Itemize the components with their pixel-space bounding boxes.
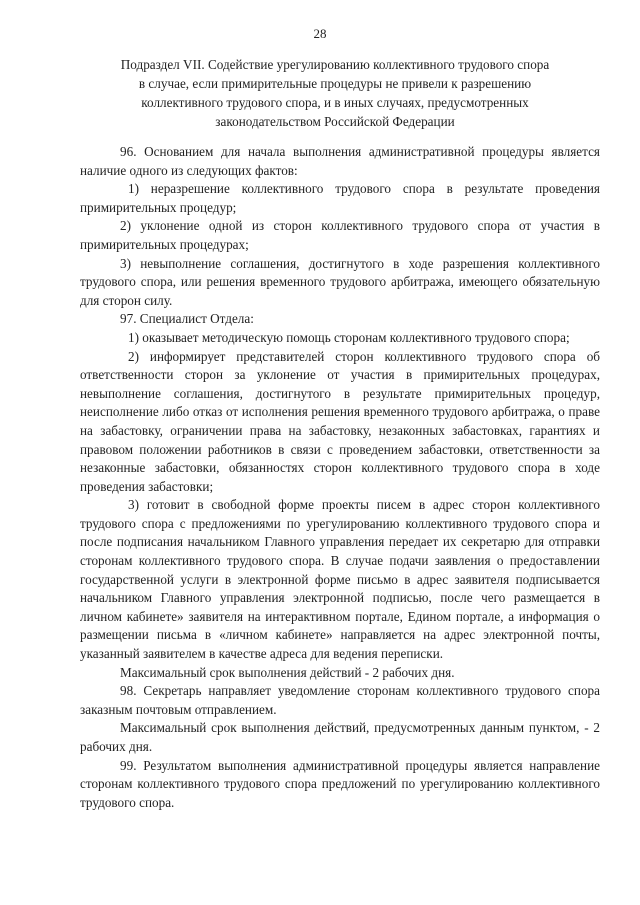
page-number: 28 [313, 26, 327, 41]
heading-line: Подраздел VII. Содействие урегулированию коллективного трудового спора [120, 57, 550, 72]
paragraph-96-item-1: 1) неразрешение коллективного трудового спора в результате проведения примирительных процедур; [80, 181, 600, 215]
section-heading [70, 55, 600, 131]
paragraph-96: 96. Основанием для начала выполнения административной процедуры является наличие одного из следующих фактов: [80, 144, 600, 178]
paragraph-97-item-2: 2) информирует представителей сторон коллективного трудового спора об ответственности сторон за уклонение от участия в примирительных процедурах, невыполнение соглашения, достигнутого в результате примирительных процедур, неисполнение либо отказ от исполнения решения временного трудового арбитража, о праве на забастовку, ограничении права на забастовку, незаконных забастовках, гарантиях и правовом положении работников в связи с проведением забастовки, ответственности за незаконные забастовки, обязанностях сторон коллективного трудового спора в ходе проведения забастовки; [80, 348, 600, 494]
heading-line: в случае, если примирительные процедуры не привели к разрешению [138, 76, 532, 91]
paragraph-96-item-2: 2) уклонение одной из сторон коллективного трудового спора от участия в примирительных процедурах; [80, 218, 600, 252]
document-body [80, 143, 600, 812]
paragraph-97: 97. Специалист Отдела: [120, 311, 254, 327]
paragraph-97-item-3: 3) готовит в свободной форме проекты писем в адрес сторон коллективного трудового спора с предложениями по урегулированию коллективного трудового спора и после подписания начальником Главного управления передает их секретарю для отправки сторонам коллективного трудового спора. В случае подачи заявления о предоставлении государственной услуги в электронной форме письмо в адрес заявителя подписывается начальником Главного управления электронной подписью, после чего размещается в личном кабинете» заявителя на интерактивном портале, Едином портале, а информация о размещении письма в «личном кабинете» направляется на адрес электронной почты, указанный заявителем в качестве адреса для ведения переписки. [80, 497, 600, 662]
paragraph-98: 98. Секретарь направляет уведомление сторонам коллективного трудового спора заказным почтовым отправлением. [80, 683, 600, 717]
max-term-1: Максимальный срок выполнения действий - 2 рабочих дня. [120, 664, 455, 680]
paragraph-99: 99. Результатом выполнения административной процедуры является направление сторонам коллективного трудового спора предложений по урегулированию коллективного трудового спора. [80, 757, 600, 810]
paragraph-96-item-3: 3) невыполнение соглашения, достигнутого в ходе разрешения коллективного трудового спора, или решения временного трудового арбитража, имеющего обязательную для сторон силу. [80, 255, 600, 308]
max-term-2: Максимальный срок выполнения действий, предусмотренных данным пунктом, - 2 рабочих дня. [80, 720, 600, 754]
heading-line: законодательством Российской Федерации [215, 114, 455, 129]
paragraph-97-item-1: 1) оказывает методическую помощь сторонам коллективного трудового спора; [128, 329, 570, 345]
heading-line: коллективного трудового спора, и в иных случаях, предусмотренных [141, 95, 529, 110]
